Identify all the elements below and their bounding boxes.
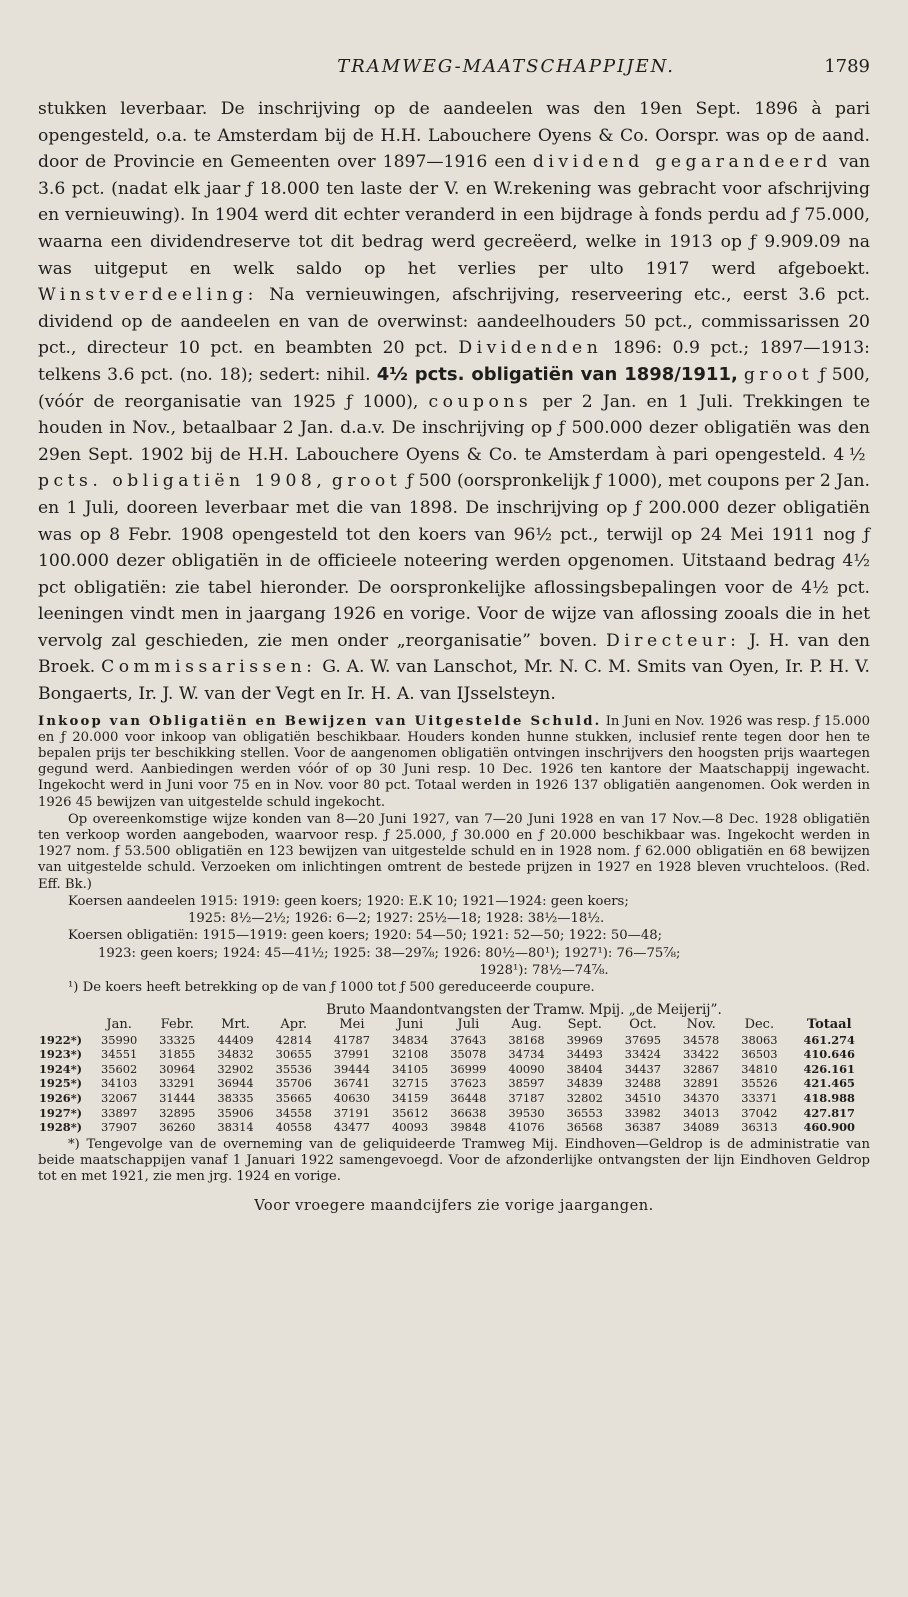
main-text bbox=[38, 96, 870, 708]
price-footnote: ¹) De koers heeft betrekking op de van ƒ 1000 tot ƒ 500 gereduceerde coupure. bbox=[68, 979, 595, 995]
table-cell: 34734 bbox=[508, 1047, 545, 1062]
column-header: Dec. bbox=[744, 1017, 775, 1033]
table-cell: 34089 bbox=[683, 1120, 720, 1135]
table-cell: 34437 bbox=[624, 1061, 662, 1076]
table-cell: 34013 bbox=[683, 1105, 720, 1120]
table-cell: 33424 bbox=[624, 1047, 662, 1062]
table-cell: 34551 bbox=[100, 1047, 138, 1062]
table-cell: 34558 bbox=[275, 1105, 312, 1120]
table-cell: 38063 bbox=[741, 1032, 778, 1047]
spaced-term: Dividenden bbox=[458, 338, 603, 359]
text-run: J. H. van den Broek. bbox=[38, 630, 870, 678]
table-cell: 33982 bbox=[624, 1105, 662, 1120]
table-cell: 39530 bbox=[508, 1105, 545, 1120]
table-cell: 36313 bbox=[741, 1120, 778, 1135]
table-cell: 30964 bbox=[159, 1061, 196, 1076]
note-text: 1915—1919: geen koers; 1920: 54—50; 1921: 52—50; 1922: 50—48; bbox=[202, 928, 663, 944]
table-cell: 35536 bbox=[275, 1061, 312, 1076]
table-cell: 38335 bbox=[217, 1091, 254, 1106]
table-cell: 38597 bbox=[508, 1076, 545, 1091]
running-header bbox=[38, 56, 870, 88]
table-cell: 36387 bbox=[624, 1120, 662, 1135]
row-year: 1923*) bbox=[39, 1047, 83, 1062]
main-paragraph bbox=[38, 96, 870, 708]
table-cell: 32867 bbox=[683, 1061, 720, 1076]
table-cell: 421.465 bbox=[803, 1076, 855, 1091]
spaced-term: dividend gegarandeerd bbox=[532, 152, 832, 173]
table-cell: 34834 bbox=[391, 1032, 429, 1047]
table-body bbox=[38, 1033, 870, 1135]
table-cell: 36638 bbox=[450, 1105, 487, 1120]
table-cell: 35990 bbox=[100, 1032, 138, 1047]
table-cell: 34832 bbox=[217, 1047, 254, 1062]
table-cell: 31444 bbox=[159, 1091, 196, 1106]
table-cell: 34370 bbox=[683, 1091, 720, 1106]
table-cell: 34810 bbox=[741, 1061, 778, 1076]
table-cell: 34578 bbox=[683, 1032, 720, 1047]
table-cell: 427.817 bbox=[803, 1105, 855, 1120]
table-cell: 33422 bbox=[683, 1047, 720, 1062]
table-cell: 42814 bbox=[275, 1032, 312, 1047]
table-cell: 40630 bbox=[333, 1091, 371, 1106]
row-year: 1922*) bbox=[39, 1032, 83, 1047]
table-cell: 32802 bbox=[566, 1091, 603, 1106]
table-cell: 30655 bbox=[275, 1047, 312, 1062]
table-cell: 33291 bbox=[159, 1076, 196, 1091]
column-header: Aug. bbox=[511, 1017, 542, 1033]
text-run: ƒ 500, (vóór de reorganisatie van 1925 ƒ 1000), bbox=[38, 364, 870, 412]
table-cell: 32108 bbox=[391, 1047, 429, 1062]
table-cell: 34103 bbox=[100, 1076, 138, 1091]
table-cell: 40090 bbox=[508, 1061, 545, 1076]
note-paragraph: Op overeenkomstige wijze konden van 8—20 Juni 1927, van 7—20 Juni 1928 en van 17 Nov.—8 Dec. 1928 obligatiën ten verkoop worden aangeboden, waarvoor resp. ƒ 25.000, ƒ 30.000 en ƒ 20.000 beschikbaar was. Ingekocht werden in 1927 nom. ƒ 53.500 obligatiën en 123 bewijzen van uitgestelde schuld en in 1928 nom. ƒ 62.000 obligatiën en 68 bewijzen van uitgestelde schuld. Verzoeken om inlichtingen omtrent de bestede prijzen in 1927 en 1928 bleven vruchteloos. (Red. Eff. Bk.) bbox=[38, 811, 870, 892]
table-row bbox=[38, 1120, 870, 1135]
table-cell: 32902 bbox=[217, 1061, 254, 1076]
table-cell: 460.900 bbox=[803, 1120, 855, 1135]
column-header: Jan. bbox=[106, 1017, 132, 1033]
table-cell: 35665 bbox=[275, 1091, 312, 1106]
column-header: Oct. bbox=[629, 1017, 657, 1033]
column-header: Mrt. bbox=[221, 1017, 250, 1033]
table-cell: 34493 bbox=[566, 1047, 603, 1062]
closing-note: Voor vroegere maandcijfers zie vorige jaargangen. bbox=[254, 1196, 654, 1214]
spaced-term: Commissarissen: bbox=[101, 657, 317, 678]
table-cell: 426.161 bbox=[803, 1061, 855, 1076]
table-cell: 36741 bbox=[333, 1076, 371, 1091]
table-cell: 32895 bbox=[159, 1105, 196, 1120]
column-header: Nov. bbox=[686, 1017, 716, 1033]
table-cell: 38404 bbox=[566, 1061, 603, 1076]
column-header: Mei bbox=[339, 1017, 365, 1033]
share-prices bbox=[38, 894, 870, 910]
column-header bbox=[38, 1018, 90, 1033]
note-paragraph bbox=[38, 714, 870, 811]
spaced-term: coupons bbox=[428, 391, 533, 412]
row-year: 1926*) bbox=[39, 1091, 83, 1106]
table-footnote bbox=[38, 1137, 870, 1185]
spaced-term: Winstverdeeling: bbox=[38, 285, 258, 306]
table-cell: 32067 bbox=[100, 1091, 138, 1106]
table-header-row bbox=[38, 1018, 870, 1033]
table-row bbox=[38, 1033, 870, 1048]
table-cell: 40093 bbox=[391, 1120, 429, 1135]
table-cell: 36503 bbox=[741, 1047, 778, 1062]
table-cell: 38314 bbox=[217, 1120, 254, 1135]
table-cell: 35526 bbox=[741, 1076, 778, 1091]
table-cell: 32715 bbox=[391, 1076, 429, 1091]
note-text: 1925: 8½—2½; 1926: 6—2; 1927: 25½—18; 1928: 38½—18½. bbox=[188, 911, 605, 927]
table-row bbox=[38, 1091, 870, 1106]
column-header: Juni bbox=[397, 1017, 424, 1033]
table-cell: 36260 bbox=[159, 1120, 196, 1135]
note-text: In Juni en Nov. 1926 was resp. ƒ 15.000 en ƒ 20.000 voor inkoop van obligatiën beschikbaar. Houders konden hunne stukken, inclusief rente tegen door hen te bepalen prijs ter beschikking stellen. Voor de aangenomen obligatiën ontvingen inschrijvers den hoogsten prijs waartegen gegund werd. Aanbiedingen werden vóór of op 30 Juni resp. 10 Dec. 1926 ten kantore der Maatschappij ingewacht. Ingekocht werd in Juni voor 75 en in Nov. voor 80 pct. Totaal werden in 1926 137 obligatiën aangenomen. Ook werden in 1926 45 bewijzen van uitgestelde schuld ingekocht. bbox=[38, 713, 870, 810]
table-cell: 461.274 bbox=[803, 1032, 855, 1047]
header-title: TRAMWEG-MAATSCHAPPIJEN. bbox=[337, 56, 675, 77]
table-cell: 35906 bbox=[217, 1105, 254, 1120]
table-cell: 36944 bbox=[217, 1076, 254, 1091]
table-title: Bruto Maandontvangsten der Tramw. Mpij. „de Meijerij”. bbox=[326, 1002, 722, 1019]
table-cell: 37187 bbox=[508, 1091, 545, 1106]
row-year: 1927*) bbox=[39, 1105, 83, 1120]
spaced-term: Directeur: bbox=[606, 630, 741, 651]
table-cell: 34510 bbox=[624, 1091, 662, 1106]
table-cell: 36568 bbox=[566, 1120, 603, 1135]
row-year: 1924*) bbox=[39, 1061, 83, 1076]
row-year: 1928*) bbox=[39, 1120, 83, 1135]
table-cell: 410.646 bbox=[803, 1047, 855, 1062]
footnote-text: *) Tengevolge van de overneming van de geliquideerde Tramweg Mij. Eindhoven—Geldrop is de administratie van beide maatschappijen vanaf 1 Januari 1922 samengevoegd. Voor de afzonderlijke ontvangsten der lijn Eindhoven Geldrop tot en met 1921, zie men jrg. 1924 en vorige. bbox=[38, 1136, 870, 1184]
table-cell: 36999 bbox=[450, 1061, 487, 1076]
table-cell: 37042 bbox=[741, 1105, 778, 1120]
column-header: Juli bbox=[457, 1017, 480, 1033]
table-cell: 35612 bbox=[391, 1105, 429, 1120]
table-cell: 34159 bbox=[391, 1091, 429, 1106]
table-cell: 35078 bbox=[450, 1047, 487, 1062]
spaced-term: 4½ pcts. obligatiën 1908, bbox=[38, 444, 870, 492]
table-cell: 35602 bbox=[100, 1061, 138, 1076]
spaced-term: groot bbox=[331, 471, 402, 492]
table-cell: 40558 bbox=[275, 1120, 312, 1135]
text-run: 1896: 0.9 pct.; 1897—1913: telkens 3.6 pct. (no. 18); sedert: nihil. bbox=[38, 338, 870, 385]
table-cell: 34839 bbox=[566, 1076, 603, 1091]
table-cell: 33371 bbox=[741, 1091, 778, 1106]
page-number: 1789 bbox=[824, 56, 870, 77]
monthly-receipts-table bbox=[38, 1018, 870, 1135]
table-cell: 43477 bbox=[333, 1120, 371, 1135]
table-cell: 32891 bbox=[683, 1076, 720, 1091]
table-row bbox=[38, 1062, 870, 1077]
table-cell: 37907 bbox=[100, 1120, 138, 1135]
table-cell: 39969 bbox=[566, 1032, 603, 1047]
text-run: ƒ 500 (oorspronkelijk ƒ 1000), met coupons per 2 Jan. en 1 Juli, dooreen leverbaar met die van 1898. De inschrijving op ƒ 200.000 dezer obligatiën was op 8 Febr. 1908 opengesteld tot den koers van 96½ pct., terwijl op 24 Mei 1911 nog ƒ 100.000 dezer obligatiën in de officieele noteering werden opgenomen. Uitstaand bedrag 4½ pct obligatiën: zie tabel hieronder. De oorspronkelijke aflossingsbepalingen voor de 4½ pct. leeningen vindt men in jaargang 1926 en vorige. Voor de wijze van aflossing zooals die in het vervolg zal geschieden, zie men onder „reorganisatie” boven. bbox=[38, 471, 870, 651]
table-cell: 418.988 bbox=[803, 1091, 855, 1106]
table-cell: 31855 bbox=[159, 1047, 196, 1062]
column-header: Totaal bbox=[806, 1017, 852, 1033]
text-run: per 2 Jan. en 1 Juli. Trekkingen te houden in Nov., betaalbaar 2 Jan. d.a.v. De inschrijving op ƒ 500.000 dezer obligatiën was den 29en Sept. 1902 bij de H.H. Labouchere Oyens & Co. te Amsterdam à pari opengesteld. bbox=[38, 391, 871, 465]
table-cell: 44409 bbox=[217, 1032, 254, 1047]
table-cell: 36448 bbox=[450, 1091, 487, 1106]
table-cell: 39444 bbox=[333, 1061, 371, 1076]
text-run: Na vernieuwingen, afschrijving, reserveering etc., eerst 3.6 pct. dividend op de aandeelen en van de overwinst: aandeelhouders 50 pct., commissarissen 20 pct., directeur 10 pct. en beambten 20 pct. bbox=[38, 285, 871, 359]
note-text: 1923: geen koers; 1924: 45—41½; 1925: 38—29⅞; 1926: 80½—80¹); 1927¹): 76—75⅞; bbox=[98, 945, 681, 961]
row-year: 1925*) bbox=[39, 1076, 83, 1091]
column-header: Sept. bbox=[567, 1017, 602, 1033]
note-text: 1928¹): 78½—74⅞. bbox=[479, 962, 609, 978]
table-cell: 37695 bbox=[624, 1032, 662, 1047]
spaced-term: groot bbox=[743, 364, 814, 385]
column-header: Febr. bbox=[160, 1017, 194, 1033]
text-run: stukken leverbaar. De inschrijving op de aandeelen was den 19en Sept. 1896 à pari opengesteld, o.a. te Amsterdam bij de H.H. Labouchere Oyens & Co. Oorspr. was op de aand. door de Provincie en Gemeenten over 1897—1916 een bbox=[38, 99, 870, 173]
note-heading: Inkoop van Obligatiën en Bewijzen van Uitgestelde Schuld. bbox=[38, 713, 602, 729]
note-label: Koersen aandeelen bbox=[68, 893, 196, 909]
table-cell: 33325 bbox=[159, 1032, 196, 1047]
bond-prices bbox=[38, 928, 870, 944]
note-text: 1915: 1919: geen koers; 1920: E.K 10; 1921—1924: geen koers; bbox=[199, 893, 629, 909]
notes-section bbox=[38, 714, 870, 996]
table-cell: 34105 bbox=[391, 1061, 429, 1076]
table-cell: 39848 bbox=[450, 1120, 487, 1135]
table-cell: 41076 bbox=[508, 1120, 545, 1135]
table-cell: 37991 bbox=[333, 1047, 371, 1062]
text-run: G. A. W. van Lanschot, Mr. N. C. M. Smits van Oyen, Ir. P. H. V. Bongaerts, Ir. J. W. van der Vegt en Ir. H. A. van IJsselsteyn. bbox=[38, 657, 870, 705]
table-cell: 38168 bbox=[508, 1032, 545, 1047]
table-cell: 33897 bbox=[100, 1105, 138, 1120]
table-cell: 36553 bbox=[566, 1105, 603, 1120]
table-cell: 37623 bbox=[450, 1076, 487, 1091]
table-cell: 32488 bbox=[624, 1076, 662, 1091]
column-header: Apr. bbox=[280, 1017, 308, 1033]
table-row bbox=[38, 1076, 870, 1091]
text-run: van 3.6 pct. (nadat elk jaar ƒ 18.000 ten laste der V. en W.rekening was gebracht voor afschrijving en vernieuwing). In 1904 werd dit echter veranderd in een bijdrage à fonds perdu ad ƒ 75.000, waarna een dividendreserve tot dit bedrag werd gecreëerd, welke in 1913 op ƒ 9.909.09 na was uitgeput en welk saldo op het verlies per ulto 1917 werd afgeboekt. bbox=[38, 152, 871, 279]
note-label: Koersen obligatiën: bbox=[68, 928, 199, 944]
table-cell: 37643 bbox=[450, 1032, 487, 1047]
table-row bbox=[38, 1106, 870, 1121]
table-row bbox=[38, 1047, 870, 1062]
bond-heading: 4½ pcts. obligatiën van 1898/1911, bbox=[376, 363, 738, 385]
table-cell: 37191 bbox=[333, 1105, 371, 1120]
table-cell: 41787 bbox=[333, 1032, 371, 1047]
table-cell: 35706 bbox=[275, 1076, 312, 1091]
